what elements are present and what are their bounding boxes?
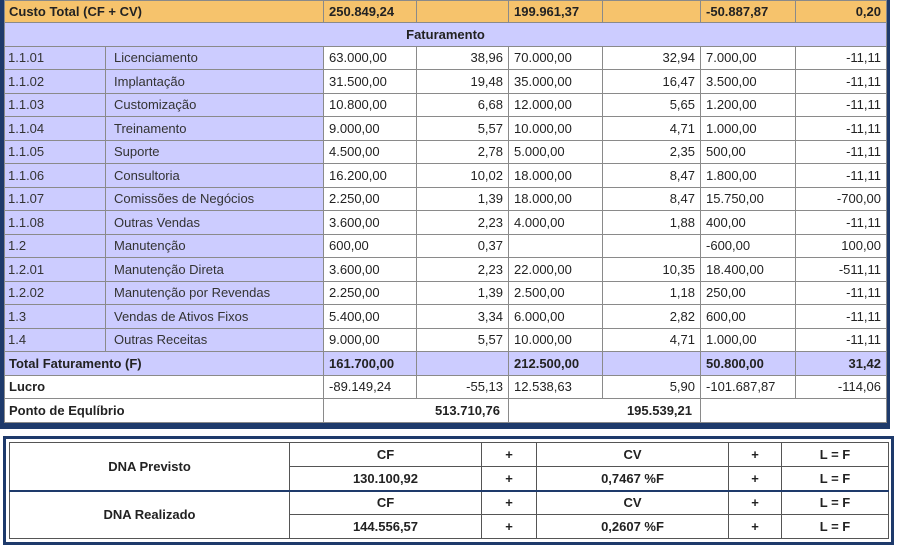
profit-equals-revenue: L = F	[782, 467, 889, 491]
second-percent-cell: 8,47	[603, 164, 701, 188]
second-percent-cell	[603, 1, 701, 23]
account-description: Manutenção por Revendas	[106, 281, 324, 305]
difference-cell: 18.400,00	[701, 258, 796, 282]
breakeven-label: Ponto de Equlíbrio	[5, 399, 324, 423]
table-row	[5, 211, 887, 235]
account-code: 1.1.06	[5, 164, 106, 188]
second-percent-cell	[603, 234, 701, 258]
difference-percent-cell: -11,11	[796, 140, 887, 164]
second-amount-cell	[509, 234, 603, 258]
difference-percent-cell: 0,20	[796, 1, 887, 23]
plus-sign: +	[729, 491, 782, 515]
second-amount-cell: 199.961,37	[509, 1, 603, 23]
empty-cell	[701, 399, 887, 423]
account-description: Customização	[106, 93, 324, 117]
table-row	[5, 117, 887, 141]
plus-sign: +	[729, 467, 782, 491]
first-amount-cell: 31.500,00	[324, 70, 417, 94]
difference-cell: -50.887,87	[701, 1, 796, 23]
first-amount-cell: 3.600,00	[324, 258, 417, 282]
account-description: Manutenção Direta	[106, 258, 324, 282]
second-percent-cell: 2,35	[603, 140, 701, 164]
second-amount-cell: 35.000,00	[509, 70, 603, 94]
first-amount-cell: 161.700,00	[324, 352, 417, 376]
profit-equals-revenue: L = F	[782, 443, 889, 467]
account-description: Licenciamento	[106, 46, 324, 70]
total-label: Total Faturamento (F)	[5, 352, 324, 376]
first-amount-cell: 5.400,00	[324, 305, 417, 329]
first-percent-cell: 3,34	[417, 305, 509, 329]
difference-percent-cell: -114,06	[796, 375, 887, 399]
difference-percent-cell: -700,00	[796, 187, 887, 211]
first-amount-cell: 250.849,24	[324, 1, 417, 23]
section-row	[5, 23, 887, 47]
first-amount-cell: -89.149,24	[324, 375, 417, 399]
dna-label: DNA Realizado	[10, 491, 290, 539]
account-description: Outras Vendas	[106, 211, 324, 235]
difference-percent-cell: -11,11	[796, 164, 887, 188]
difference-cell: 250,00	[701, 281, 796, 305]
summary-label: Custo Total (CF + CV)	[5, 1, 324, 23]
account-code: 1.1.02	[5, 70, 106, 94]
account-code: 1.1.04	[5, 117, 106, 141]
second-amount-cell: 70.000,00	[509, 46, 603, 70]
difference-percent-cell: -11,11	[796, 281, 887, 305]
second-amount-cell: 6.000,00	[509, 305, 603, 329]
difference-percent-cell: 31,42	[796, 352, 887, 376]
difference-cell: -101.687,87	[701, 375, 796, 399]
table-row	[5, 305, 887, 329]
variable-cost-value: 0,7467 %F	[537, 467, 729, 491]
difference-cell: 400,00	[701, 211, 796, 235]
profit-equals-revenue: L = F	[782, 491, 889, 515]
first-percent-cell: 1,39	[417, 187, 509, 211]
section-title: Faturamento	[5, 23, 887, 47]
table-row	[5, 140, 887, 164]
second-amount-cell: 2.500,00	[509, 281, 603, 305]
second-percent-cell: 10,35	[603, 258, 701, 282]
table-row	[5, 93, 887, 117]
first-amount-cell: 63.000,00	[324, 46, 417, 70]
first-amount-cell: 4.500,00	[324, 140, 417, 164]
plus-sign: +	[729, 515, 782, 539]
difference-percent-cell: -11,11	[796, 328, 887, 352]
breakeven-row	[5, 399, 887, 423]
difference-percent-cell: -511,11	[796, 258, 887, 282]
plus-sign: +	[482, 491, 537, 515]
first-amount-cell: 9.000,00	[324, 117, 417, 141]
table-row	[5, 281, 887, 305]
table-row	[5, 234, 887, 258]
account-code: 1.1.05	[5, 140, 106, 164]
difference-cell: 500,00	[701, 140, 796, 164]
difference-percent-cell: -11,11	[796, 211, 887, 235]
cf-header: CF	[290, 491, 482, 515]
second-amount-cell: 12.538,63	[509, 375, 603, 399]
account-code: 1.2.02	[5, 281, 106, 305]
table-row	[5, 46, 887, 70]
summary-row	[5, 1, 887, 23]
revenue-report-table	[4, 0, 887, 423]
second-amount-cell: 10.000,00	[509, 117, 603, 141]
plus-sign: +	[729, 443, 782, 467]
second-percent-cell: 5,65	[603, 93, 701, 117]
account-code: 1.2	[5, 234, 106, 258]
difference-percent-cell: -11,11	[796, 46, 887, 70]
second-amount-cell: 18.000,00	[509, 164, 603, 188]
first-percent-cell: 10,02	[417, 164, 509, 188]
first-percent-cell: -55,13	[417, 375, 509, 399]
profit-row	[5, 375, 887, 399]
second-percent-cell: 5,90	[603, 375, 701, 399]
first-percent-cell	[417, 1, 509, 23]
difference-cell: 1.800,00	[701, 164, 796, 188]
dna-formula-row	[10, 491, 889, 515]
account-description: Implantação	[106, 70, 324, 94]
second-amount-cell: 4.000,00	[509, 211, 603, 235]
variable-cost-value: 0,2607 %F	[537, 515, 729, 539]
difference-cell: 15.750,00	[701, 187, 796, 211]
second-percent-cell: 4,71	[603, 117, 701, 141]
plus-sign: +	[482, 515, 537, 539]
account-description: Outras Receitas	[106, 328, 324, 352]
profit-equals-revenue: L = F	[782, 515, 889, 539]
table-row	[5, 187, 887, 211]
table-row	[5, 164, 887, 188]
dna-table	[9, 442, 889, 539]
fixed-cost-value: 130.100,92	[290, 467, 482, 491]
second-amount-cell: 22.000,00	[509, 258, 603, 282]
account-code: 1.1.08	[5, 211, 106, 235]
difference-percent-cell: -11,11	[796, 93, 887, 117]
difference-cell: 1.000,00	[701, 117, 796, 141]
dna-formula-row	[10, 443, 889, 467]
first-amount-cell: 9.000,00	[324, 328, 417, 352]
second-percent-cell: 8,47	[603, 187, 701, 211]
account-description: Treinamento	[106, 117, 324, 141]
account-code: 1.3	[5, 305, 106, 329]
account-code: 1.2.01	[5, 258, 106, 282]
account-code: 1.1.03	[5, 93, 106, 117]
first-percent-cell: 5,57	[417, 117, 509, 141]
first-amount-cell: 2.250,00	[324, 281, 417, 305]
account-description: Consultoria	[106, 164, 324, 188]
account-code: 1.1.01	[5, 46, 106, 70]
account-code: 1.4	[5, 328, 106, 352]
first-percent-cell	[417, 352, 509, 376]
difference-cell: 1.000,00	[701, 328, 796, 352]
table-row	[5, 328, 887, 352]
second-amount-cell: 212.500,00	[509, 352, 603, 376]
first-percent-cell: 0,37	[417, 234, 509, 258]
difference-percent-cell: -11,11	[796, 117, 887, 141]
profit-label: Lucro	[5, 375, 324, 399]
second-percent-cell: 1,88	[603, 211, 701, 235]
difference-percent-cell: -11,11	[796, 70, 887, 94]
first-percent-cell: 6,68	[417, 93, 509, 117]
second-percent-cell: 16,47	[603, 70, 701, 94]
difference-cell: 600,00	[701, 305, 796, 329]
plus-sign: +	[482, 467, 537, 491]
second-percent-cell: 32,94	[603, 46, 701, 70]
second-amount-cell: 10.000,00	[509, 328, 603, 352]
second-breakeven-value: 195.539,21	[509, 399, 701, 423]
first-percent-cell: 5,57	[417, 328, 509, 352]
total-row	[5, 352, 887, 376]
dna-label: DNA Previsto	[10, 443, 290, 491]
account-description: Vendas de Ativos Fixos	[106, 305, 324, 329]
second-percent-cell	[603, 352, 701, 376]
first-percent-cell: 19,48	[417, 70, 509, 94]
account-description: Manutenção	[106, 234, 324, 258]
account-code: 1.1.07	[5, 187, 106, 211]
difference-cell: 7.000,00	[701, 46, 796, 70]
first-percent-cell: 38,96	[417, 46, 509, 70]
cv-header: CV	[537, 491, 729, 515]
fixed-cost-value: 144.556,57	[290, 515, 482, 539]
plus-sign: +	[482, 443, 537, 467]
account-description: Comissões de Negócios	[106, 187, 324, 211]
first-percent-cell: 2,23	[417, 258, 509, 282]
first-amount-cell: 16.200,00	[324, 164, 417, 188]
first-amount-cell: 10.800,00	[324, 93, 417, 117]
first-percent-cell: 2,78	[417, 140, 509, 164]
second-amount-cell: 5.000,00	[509, 140, 603, 164]
account-description: Suporte	[106, 140, 324, 164]
first-percent-cell: 1,39	[417, 281, 509, 305]
difference-cell: 3.500,00	[701, 70, 796, 94]
first-amount-cell: 3.600,00	[324, 211, 417, 235]
table-row	[5, 70, 887, 94]
first-breakeven-value: 513.710,76	[324, 399, 509, 423]
second-percent-cell: 4,71	[603, 328, 701, 352]
dna-panel	[3, 436, 894, 545]
cv-header: CV	[537, 443, 729, 467]
second-percent-cell: 2,82	[603, 305, 701, 329]
second-amount-cell: 12.000,00	[509, 93, 603, 117]
difference-cell: -600,00	[701, 234, 796, 258]
difference-percent-cell: 100,00	[796, 234, 887, 258]
table-row	[5, 258, 887, 282]
difference-cell: 1.200,00	[701, 93, 796, 117]
second-percent-cell: 1,18	[603, 281, 701, 305]
first-amount-cell: 600,00	[324, 234, 417, 258]
first-amount-cell: 2.250,00	[324, 187, 417, 211]
cf-header: CF	[290, 443, 482, 467]
second-amount-cell: 18.000,00	[509, 187, 603, 211]
difference-percent-cell: -11,11	[796, 305, 887, 329]
first-percent-cell: 2,23	[417, 211, 509, 235]
difference-cell: 50.800,00	[701, 352, 796, 376]
